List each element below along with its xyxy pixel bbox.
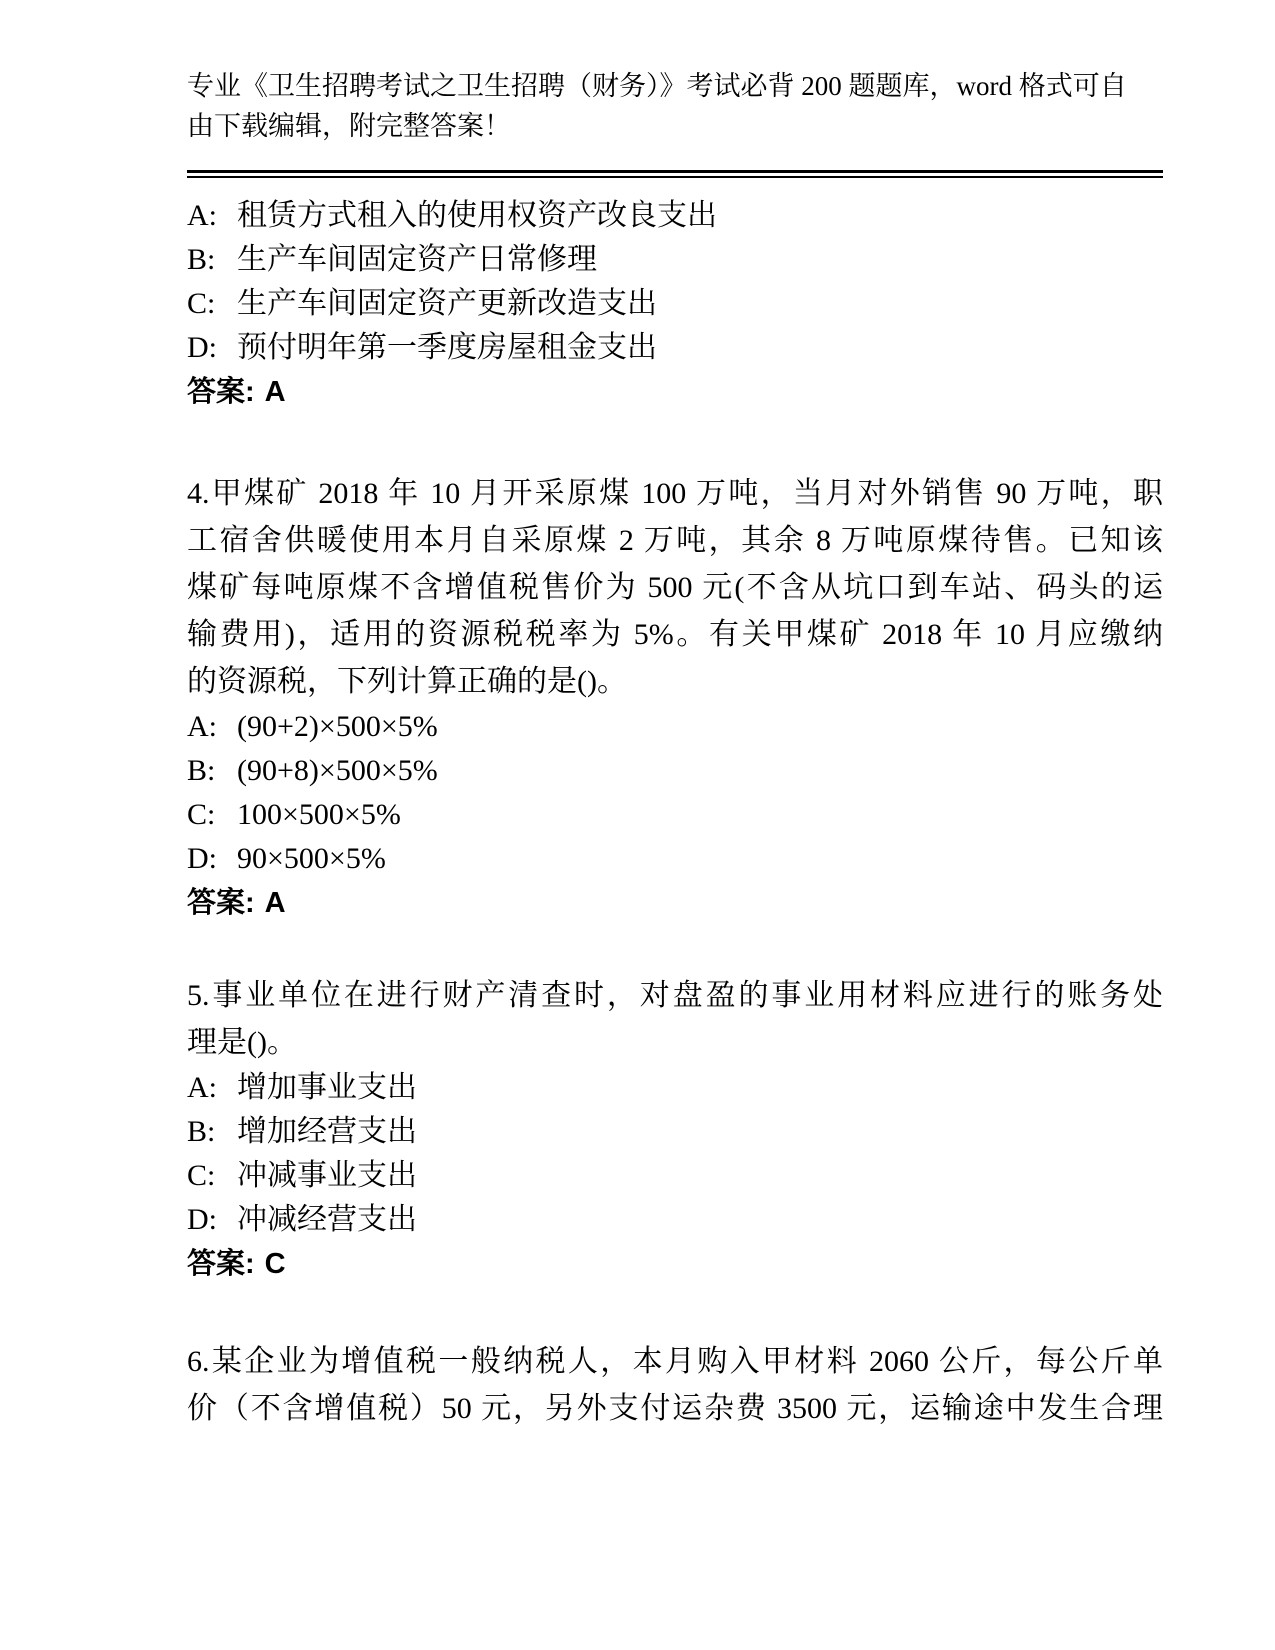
option-letter: A:: [187, 710, 217, 743]
option-letter: A:: [187, 1071, 217, 1104]
answer-label: 答案:: [187, 376, 255, 408]
option-row-c: [187, 1154, 1163, 1198]
answer-row: [187, 881, 1163, 925]
answer-value: A: [264, 887, 286, 919]
answer-row: [187, 370, 1163, 414]
question-line: 6.某企业为增值税一般纳税人，本月购入甲材料 2060 公斤，每公斤单: [187, 1345, 1163, 1378]
answer-row: [187, 1242, 1163, 1286]
option-row-c: [187, 793, 1163, 837]
option-letter: C:: [187, 287, 216, 320]
option-text: (90+8)×500×5%: [237, 754, 438, 787]
option-text: (90+2)×500×5%: [237, 710, 438, 743]
question-line: 5.事业单位在进行财产清查时，对盘盈的事业用材料应进行的账务处: [187, 979, 1163, 1012]
answer-label: 答案:: [187, 1248, 255, 1280]
option-text: 增加事业支出: [237, 1071, 417, 1104]
option-row-d: [187, 1198, 1163, 1242]
question-line: 的资源税，下列计算正确的是()。: [187, 665, 627, 698]
question-text: [187, 972, 1163, 1066]
option-row-d: [187, 326, 1163, 370]
header-line-2: 由下载编辑，附完整答案！: [187, 111, 511, 141]
option-letter: A:: [187, 199, 217, 232]
section-divider: [187, 170, 1163, 178]
option-letter: B:: [187, 243, 216, 276]
option-text: 生产车间固定资产日常修理: [237, 243, 597, 276]
option-letter: C:: [187, 1159, 216, 1192]
question-4-block: [187, 470, 1163, 925]
option-text: 预付明年第一季度房屋租金支出: [237, 331, 657, 364]
question-line: 输费用)，适用的资源税税率为 5%。有关甲煤矿 2018 年 10 月应缴纳: [187, 618, 1163, 651]
document-header: [187, 0, 1163, 146]
option-row-a: [187, 194, 1163, 238]
option-letter: C:: [187, 798, 216, 831]
option-row-b: [187, 749, 1163, 793]
option-row-b: [187, 1110, 1163, 1154]
option-row-c: [187, 282, 1163, 326]
option-row-a: [187, 1066, 1163, 1110]
option-row-b: [187, 238, 1163, 282]
option-letter: B:: [187, 1115, 216, 1148]
question-text: [187, 1338, 1163, 1432]
option-text: 冲减事业支出: [237, 1159, 417, 1192]
option-letter: D:: [187, 842, 217, 875]
answer-value: C: [264, 1248, 286, 1280]
option-row-a: [187, 705, 1163, 749]
option-text: 90×500×5%: [237, 842, 386, 875]
option-text: 生产车间固定资产更新改造支出: [237, 287, 657, 320]
question-line: 价（不含增值税）50 元，另外支付运杂费 3500 元，运输途中发生合理: [187, 1392, 1163, 1425]
option-text: 增加经营支出: [237, 1115, 417, 1148]
option-text: 100×500×5%: [237, 798, 401, 831]
option-text: 租赁方式租入的使用权资产改良支出: [237, 199, 717, 232]
question-3-options-block: [187, 194, 1163, 414]
question-5-block: [187, 972, 1163, 1286]
document-content: [187, 0, 1163, 1432]
answer-label: 答案:: [187, 887, 255, 919]
option-row-d: [187, 837, 1163, 881]
option-letter: D:: [187, 331, 217, 364]
question-line: 4.甲煤矿 2018 年 10 月开采原煤 100 万吨，当月对外销售 90 万吨，职: [187, 477, 1163, 510]
option-letter: D:: [187, 1203, 217, 1236]
question-line: 理是()。: [187, 1026, 297, 1059]
question-text: [187, 470, 1163, 705]
question-line: 工宿舍供暖使用本月自采原煤 2 万吨，其余 8 万吨原煤待售。已知该: [187, 524, 1163, 557]
option-text: 冲减经营支出: [237, 1203, 417, 1236]
header-line-1: 专业《卫生招聘考试之卫生招聘（财务）》考试必背 200 题题库，word 格式可自: [187, 71, 1127, 101]
answer-value: A: [264, 376, 286, 408]
option-letter: B:: [187, 754, 216, 787]
question-line: 煤矿每吨原煤不含增值税售价为 500 元(不含从坑口到车站、码头的运: [187, 571, 1163, 604]
question-6-block: [187, 1338, 1163, 1432]
